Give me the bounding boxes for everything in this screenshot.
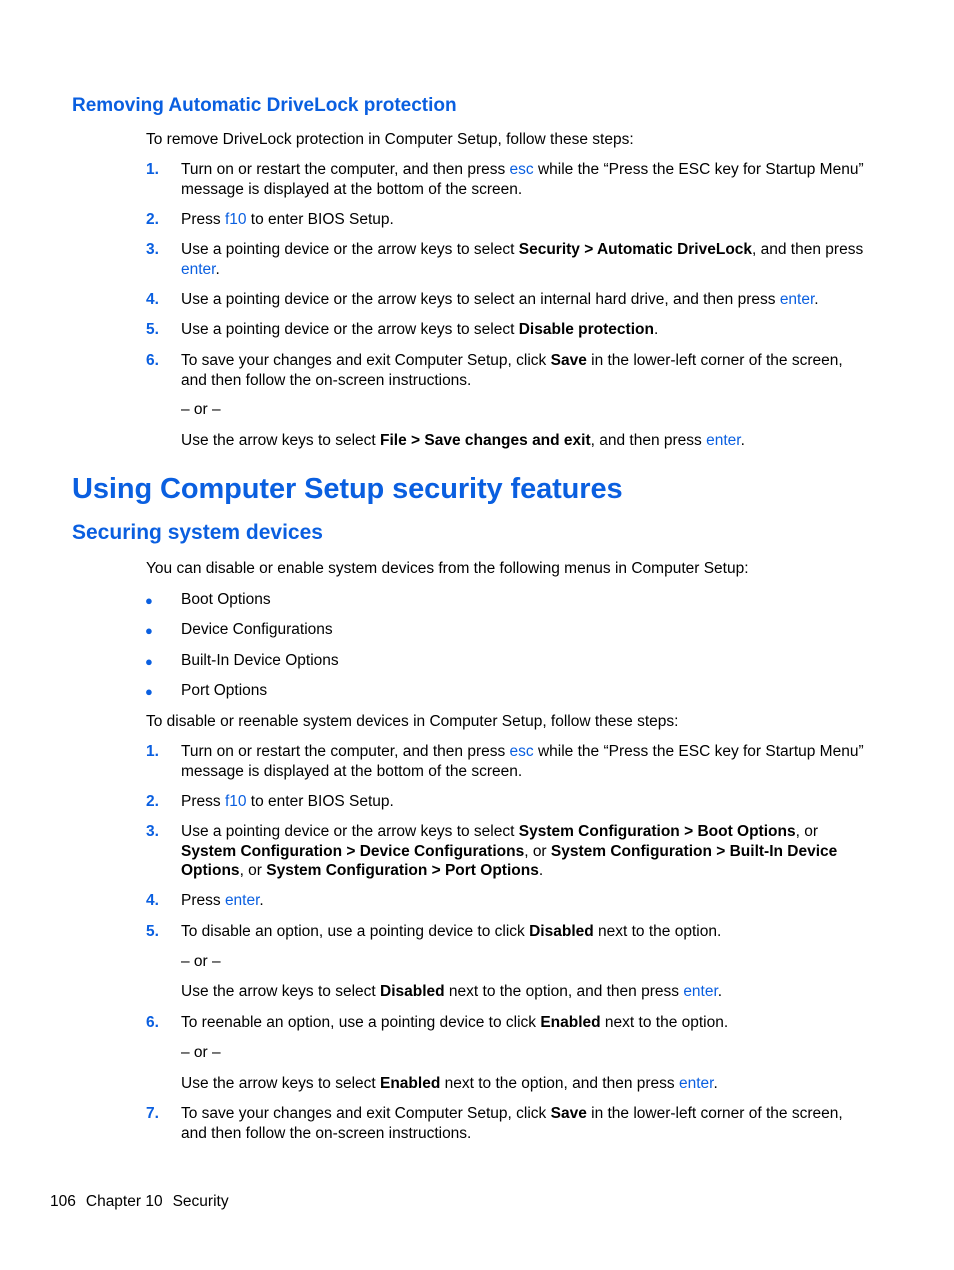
list-item: Port Options bbox=[181, 682, 268, 699]
key-esc: esc bbox=[509, 743, 534, 760]
bullet-icon: ● bbox=[145, 623, 153, 638]
key-enter: enter bbox=[181, 260, 216, 278]
section2-intro2: To disable or reenable system devices in Computer Setup, follow these steps: bbox=[146, 713, 679, 730]
footer-chapter: Chapter 10 bbox=[85, 1193, 163, 1210]
step-text: To save your changes and exit Computer Setup, click Save in the lower-left corner of the screen, and then follow the on-screen instructions. bbox=[181, 1105, 843, 1142]
step-number: 3. bbox=[146, 823, 159, 840]
footer-title: Security bbox=[172, 1193, 229, 1210]
step-text: To disable an option, use a pointing device to click Disabled next to the option. bbox=[181, 923, 722, 940]
key-f10: f10 bbox=[224, 211, 247, 228]
step-text: Use a pointing device or the arrow keys to select Security > Automatic DriveLock, and then press enter. bbox=[181, 241, 864, 278]
step-number: 5. bbox=[146, 321, 159, 338]
step-alt-text: Use the arrow keys to select Enabled next to the option, and then press enter. bbox=[181, 1075, 718, 1092]
step-number: 4. bbox=[146, 892, 159, 909]
key-enter: enter bbox=[706, 432, 741, 449]
step-number: 2. bbox=[146, 793, 159, 810]
step-text: Turn on or restart the computer, and then press esc while the “Press the ESC key for Startup Menu” message is displayed at the bottom of the screen. bbox=[181, 743, 864, 780]
key-enter: enter bbox=[683, 983, 718, 1000]
section2-intro: You can disable or enable system devices from the following menus in Computer Setup: bbox=[146, 560, 749, 577]
list-item: Boot Options bbox=[181, 591, 271, 608]
step-number: 3. bbox=[146, 241, 159, 258]
step-number: 5. bbox=[146, 923, 159, 940]
list-item: Device Configurations bbox=[181, 621, 333, 638]
key-enter: enter bbox=[679, 1075, 714, 1092]
key-enter: enter bbox=[224, 892, 260, 909]
list-item: Built-In Device Options bbox=[181, 652, 339, 669]
step-alt-text: Use the arrow keys to select Disabled next to the option, and then press enter. bbox=[181, 983, 723, 1000]
step-number: 2. bbox=[146, 211, 159, 228]
or-separator: – or – bbox=[181, 1044, 221, 1061]
step-text: Use a pointing device or the arrow keys to select an internal hard drive, and then press enter. bbox=[181, 291, 819, 308]
step-text: Use a pointing device or the arrow keys to select Disable protection. bbox=[181, 321, 659, 338]
section1-intro: To remove DriveLock protection in Computer Setup, follow these steps: bbox=[146, 131, 634, 148]
bullet-icon: ● bbox=[145, 593, 153, 608]
page-number: 106 bbox=[50, 1193, 76, 1210]
key-enter: enter bbox=[779, 291, 815, 308]
step-number: 1. bbox=[146, 743, 159, 760]
step-text: Turn on or restart the computer, and then press esc while the “Press the ESC key for Startup Menu” message is displayed at the bottom of the screen. bbox=[181, 161, 864, 198]
key-esc: esc bbox=[509, 161, 534, 178]
step-text: Use a pointing device or the arrow keys to select System Configuration > Boot Options, or System Configuration > Device Configurations, or System Configuration > Built-In Device Options, or System Configuration > Port Options. bbox=[181, 823, 838, 879]
step-number: 1. bbox=[146, 161, 159, 178]
step-number: 7. bbox=[146, 1105, 159, 1122]
step-text: To save your changes and exit Computer Setup, click Save in the lower-left corner of the screen, and then follow the on-screen instructions. bbox=[181, 352, 843, 389]
or-separator: – or – bbox=[181, 401, 221, 418]
step-text: Press enter. bbox=[181, 892, 264, 909]
page-footer bbox=[50, 1193, 239, 1211]
or-separator: – or – bbox=[181, 953, 221, 970]
step-alt-text: Use the arrow keys to select File > Save changes and exit, and then press enter. bbox=[181, 432, 745, 449]
step-number: 6. bbox=[146, 1014, 159, 1031]
step-text: Press f10 to enter BIOS Setup. bbox=[181, 793, 394, 810]
bullet-icon: ● bbox=[145, 684, 153, 699]
step-number: 6. bbox=[146, 352, 159, 369]
key-f10: f10 bbox=[224, 793, 247, 810]
bullet-icon: ● bbox=[145, 654, 153, 669]
step-number: 4. bbox=[146, 291, 159, 308]
step-text: To reenable an option, use a pointing device to click Enabled next to the option. bbox=[181, 1014, 729, 1031]
step-text: Press f10 to enter BIOS Setup. bbox=[181, 211, 394, 228]
section-heading-removing-drivelock: Removing Automatic DriveLock protection bbox=[72, 95, 457, 116]
section-heading-securing-devices: Securing system devices bbox=[72, 521, 323, 544]
page-title: Using Computer Setup security features bbox=[72, 473, 623, 505]
